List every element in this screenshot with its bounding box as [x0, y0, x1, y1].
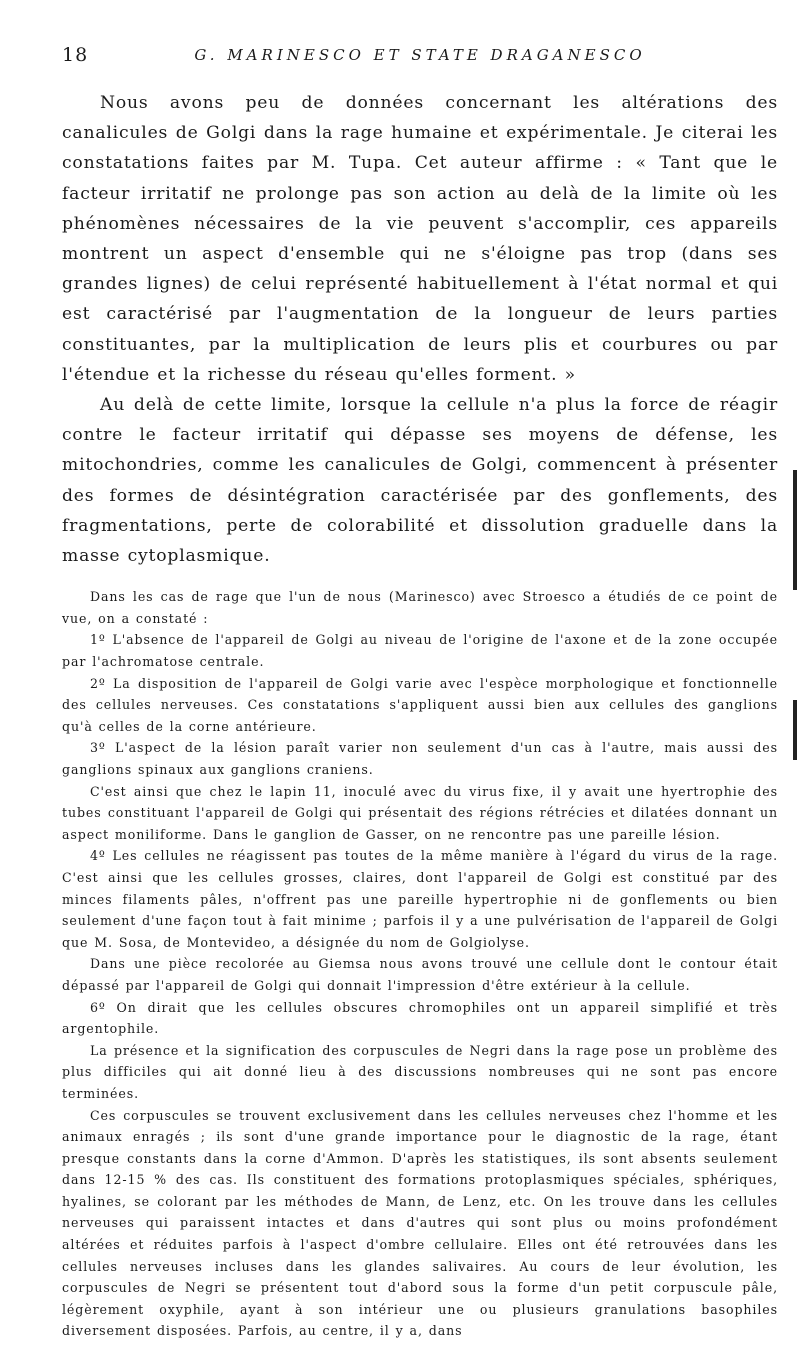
small-paragraph: 1º L'absence de l'appareil de Golgi au niveau de l'origine de l'axone et de la zone occupée par l'achromatose centrale. [62, 632, 778, 670]
main-text [62, 88, 778, 571]
running-head [62, 44, 778, 72]
small-paragraph: 4º Les cellules ne réagissent pas toutes de la même manière à l'égard du virus de la rage. C'est ainsi que les cellules grosses, claires, dont l'appareil de Golgi est constitué par des minces filaments pâles, n'offrent pas une pareille hypertrophie ni de gonflements ou bien seulement d'une façon tout à fait minime ; parfois il y a une pulvérisation de l'appareil de Golgi que M. Sosa, de Montevideo, a désignée du nom de Golgiolyse. [62, 848, 778, 950]
small-paragraph: C'est ainsi que chez le lapin 11, inoculé avec du virus fixe, il y avait une hyertrophie des tubes constituant l'appareil de Golgi qui présentait des régions rétrécies et dilatées donnant un aspect moniliforme. Dans le ganglion de Gasser, on ne rencontre pas une pareille lésion. [62, 783, 778, 842]
small-paragraph: Ces corpuscules se trouvent exclusivement dans les cellules nerveuses chez l'homme et les animaux enragés ; ils sont d'une grande importance pour le diagnostic de la rage, étant presque constants dans la corne d'Ammon. D'après les statistiques, ils sont absents seulement dans 12-15 % des cas. Ils constituent des formations protoplasmiques spéciales, sphériques, hyalines, se colorant par les méthodes de Mann, de Lenz, etc. On les trouve dans les cellules nerveuses qui paraissent intactes et dans d'autres qui sont plus ou moins profondément altérées et réduites parfois à l'aspect d'ombre cellulaire. Elles ont été retrouvées dans les cellules nerveuses incluses dans les glandes salivaires. Au cours de leur évolution, les corpuscules de Negri se présentent tout d'abord sous la forme d'un petit corpuscule pâle, légèrement oxyphile, ayant à son intérieur une ou plusieurs granulations basophiles diversement disposées. Parfois, au centre, il y a, dans [62, 1107, 778, 1339]
scan-edge-mark [793, 700, 797, 760]
small-paragraph: 3º L'aspect de la lésion paraît varier non seulement d'un cas à l'autre, mais aussi des ganglions spinaux aux ganglions craniens. [62, 740, 778, 777]
main-paragraph: Au delà de cette limite, lorsque la cellule n'a plus la force de réagir contre le facteur irritatif qui dépasse ses moyens de défense, les mitochondries, comme les canalicules de Golgi, commencent à présenter des formes de désintégration caractérisée par des gonflements, des fragmentations, perte de colorabilité et dissolution graduelle dans la masse cytoplasmique. [62, 395, 778, 567]
small-paragraph: Dans les cas de rage que l'un de nous (Marinesco) avec Stroesco a étudiés de ce point de vue, on a constaté : [62, 589, 778, 626]
small-paragraph: Dans une pièce recolorée au Giemsa nous avons trouvé une cellule dont le contour était dépassé par l'appareil de Golgi qui donnait l'impression d'être extérieur à la cellule. [62, 956, 778, 993]
small-print-section [62, 586, 778, 1342]
scan-edge-mark [793, 470, 797, 590]
main-paragraph: Nous avons peu de données concernant les altérations des canalicules de Golgi dans la rage humaine et expérimentale. Je citerai les constatations faites par M. Tupa. Cet auteur affirme : « Tant que le facteur irritatif ne prolonge pas son action au delà de la limite où les phénomènes nécessaires de la vie peuvent s'accomplir, ces appareils montrent un aspect d'ensemble qui ne s'éloigne pas trop (dans ses grandes lignes) de celui représenté habituellement à l'état normal et qui est caractérisé par l'augmentation de la longueur de leurs parties constituantes, par la multiplication de leurs plis et courbures ou par l'étendue et la richesse du réseau qu'elles forment. » [62, 93, 778, 385]
small-paragraph: 2º La disposition de l'appareil de Golgi varie avec l'espèce morphologique et fonctionnelle des cellules nerveuses. Ces constatations s'appliquent aussi bien aux cellules des ganglions qu'à celles de la corne antérieure. [62, 675, 778, 734]
running-title: G. MARINESCO ET STATE DRAGANESCO [194, 46, 646, 64]
page-number: 18 [62, 44, 89, 66]
small-paragraph: La présence et la signification des corpuscules de Negri dans la rage pose un problème des plus difficiles qui ait donné lieu à des discussions nombreuses qui ne sont pas encore terminées. [62, 1042, 778, 1101]
small-paragraph: 6º On dirait que les cellules obscures chromophiles ont un appareil simplifié et très argentophile. [62, 999, 778, 1037]
